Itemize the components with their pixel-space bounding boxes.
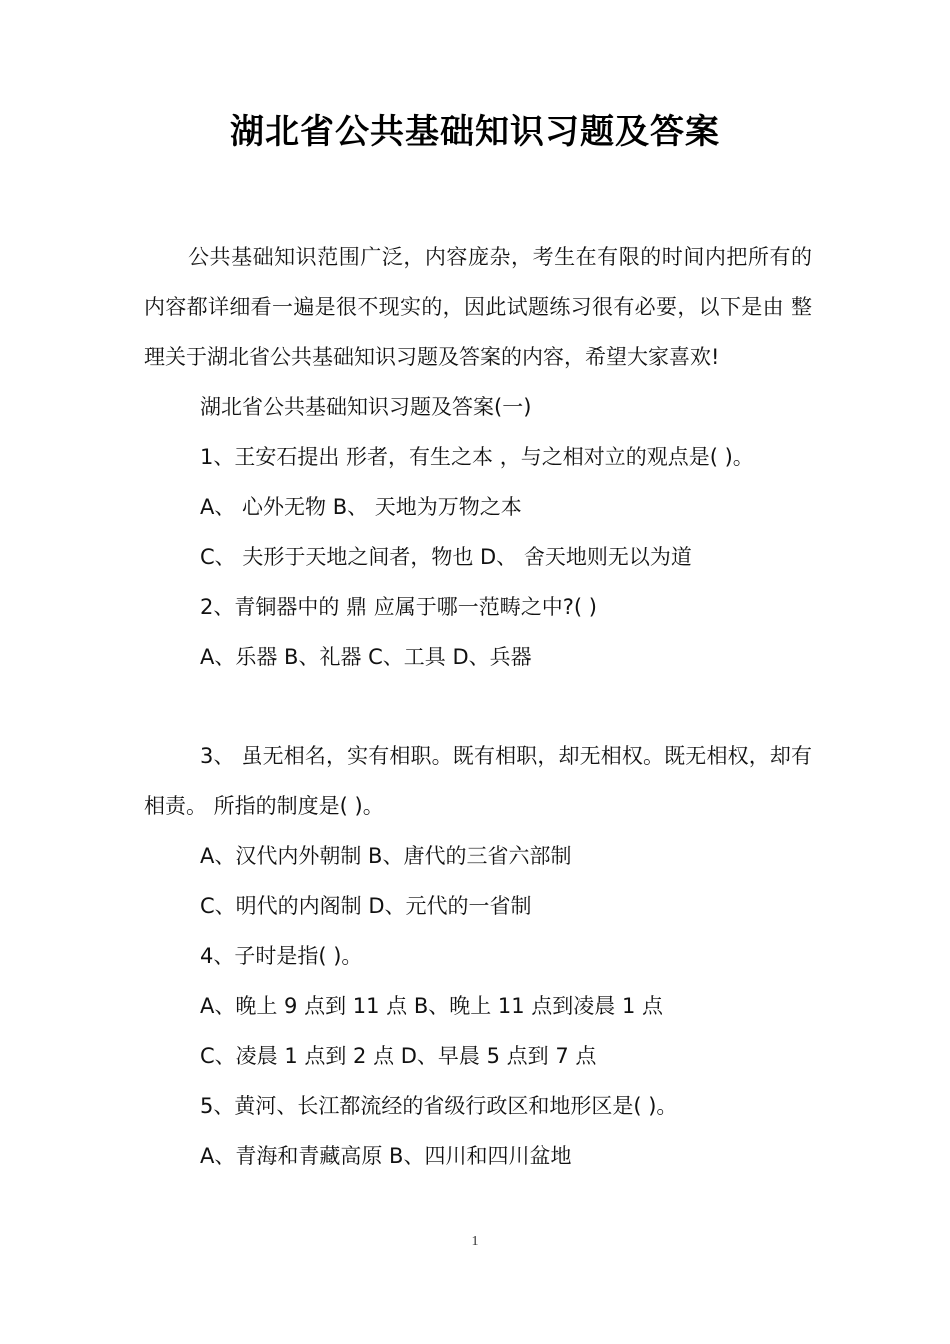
document-title: 湖北省公共基础知识习题及答案 <box>230 112 720 152</box>
question-4-options-cd: C、凌晨 1 点到 2 点 D、早晨 5 点到 7 点 <box>200 1044 597 1068</box>
question-4-stem: 4、子时是指( )。 <box>200 944 363 968</box>
question-1-options-cd: C、 夫形于天地之间者，物也 D、 舍天地则无以为道 <box>200 545 692 569</box>
question-2-options: A、乐器 B、礼器 C、工具 D、兵器 <box>200 645 532 669</box>
question-3-options-cd: C、明代的内阁制 D、元代的一省制 <box>200 894 532 918</box>
question-3-options-ab: A、汉代内外朝制 B、唐代的三省六部制 <box>200 844 572 868</box>
question-5-options-ab: A、青海和青藏高原 B、四川和四川盆地 <box>200 1144 572 1168</box>
question-5-stem: 5、黄河、长江都流经的省级行政区和地形区是( )。 <box>200 1094 678 1118</box>
section-heading: 湖北省公共基础知识习题及答案(一) <box>200 395 532 419</box>
intro-paragraph: 公共基础知识范围广泛，内容庞杂，考生在有限的时间内把所有的内容都详细看一遍是很不现实的，因此试题练习很有必要，以下是由 整理关于湖北省公共基础知识习题及答案的内容，希望大家喜欢! <box>144 245 812 369</box>
question-1-stem: 1、王安石提出 形者，有生之本 ，与之相对立的观点是( )。 <box>200 445 754 469</box>
question-1-options-ab: A、 心外无物 B、 天地为万物之本 <box>200 495 522 519</box>
question-4-options-ab: A、晚上 9 点到 11 点 B、晚上 11 点到凌晨 1 点 <box>200 994 664 1018</box>
question-3-stem: 3、 虽无相名，实有相职。既有相职，却无相权。既无相权，却有相责。 所指的制度是( )。 <box>144 744 812 818</box>
question-2-stem: 2、青铜器中的 鼎 应属于哪一范畴之中?( ) <box>200 595 597 619</box>
page-number: 1 <box>471 1234 479 1249</box>
